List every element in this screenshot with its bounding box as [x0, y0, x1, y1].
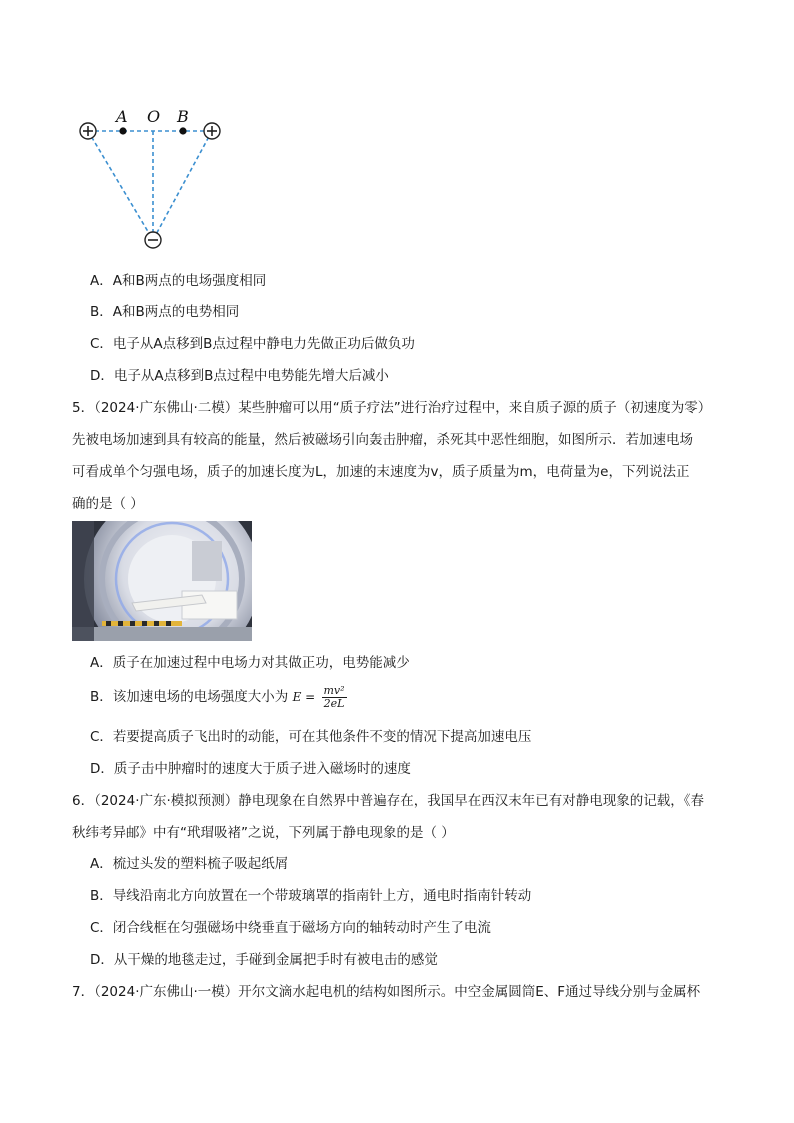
q6-option-c: C．闭合线框在匀强磁场中绕垂直于磁场方向的轴转动时产生了电流	[90, 920, 491, 936]
q5-stem-line-1: 5．（2024·广东佛山·二模）某些肿瘤可以用“质子疗法”进行治疗过程中，来自质子源的质子（初速度为零）	[72, 400, 712, 416]
positive-charge-left	[80, 123, 96, 139]
charge-diagram	[70, 100, 230, 255]
q4-option-d: D．电子从A点移到B点过程中电势能先增大后减小	[90, 368, 389, 384]
proton-therapy-photo	[72, 521, 252, 641]
q5-stem-line-3: 可看成单个匀强电场，质子的加速长度为L，加速的末速度为v，质子质量为m，电荷量为e，下列说法正	[72, 464, 690, 480]
q7-stem-line-1: 7．（2024·广东佛山·一模）开尔文滴水起电机的结构如图所示。中空金属圆筒E、F通过导线分别与金属杯	[72, 984, 701, 1000]
point-b-dot	[179, 127, 186, 134]
q6-option-a: A．梳过头发的塑料梳子吸起纸屑	[90, 856, 289, 872]
q5-option-d: D．质子击中肿瘤时的速度大于质子进入磁场时的速度	[90, 761, 411, 777]
q4-option-a: A．A和B两点的电场强度相同	[90, 273, 267, 289]
q6-option-d: D．从干燥的地毯走过，手碰到金属把手时有被电击的感觉	[90, 952, 438, 968]
q5-option-a: A．质子在加速过程中电场力对其做正功，电势能减少	[90, 655, 410, 671]
positive-charge-right	[204, 123, 220, 139]
left-dashed-line	[88, 131, 153, 240]
label-o: O	[147, 107, 161, 126]
q5-option-b-eq-lhs: E =	[292, 690, 316, 704]
negative-charge	[145, 232, 161, 248]
q5-stem-line-4: 确的是（ ）	[72, 496, 144, 512]
label-a: A	[116, 107, 128, 126]
q5-option-b-fraction	[322, 685, 347, 710]
label-b: B	[177, 107, 189, 126]
q5-stem-line-2: 先被电场加速到具有较高的能量，然后被磁场引向轰击肿瘤，杀死其中恶性细胞，如图所示．若加速电场	[72, 432, 693, 448]
right-dashed-line	[153, 131, 212, 240]
fraction-denominator: 2eL	[323, 696, 345, 710]
q6-option-b: B．导线沿南北方向放置在一个带玻璃罩的指南针上方，通电时指南针转动	[90, 888, 532, 904]
q6-stem-line-1: 6．（2024·广东·模拟预测）静电现象在自然界中普遍存在，我国早在西汉末年已有对静电现象的记载，《春	[72, 793, 705, 809]
q6-stem-line-2: 秋纬考异邮》中有“玳瑁吸褚”之说，下列属于静电现象的是（ ）	[72, 825, 455, 841]
q5-option-b	[90, 683, 347, 711]
q4-option-b: B．A和B两点的电势相同	[90, 304, 240, 320]
point-a-dot	[119, 127, 126, 134]
q5-option-c: C．若要提高质子飞出时的动能，可在其他条件不变的情况下提高加速电压	[90, 729, 532, 745]
q5-option-b-text: B．该加速电场的电场强度大小为	[90, 689, 289, 705]
q4-option-c: C．电子从A点移到B点过程中静电力先做正功后做负功	[90, 336, 415, 352]
fraction-numerator: mv²	[323, 683, 345, 697]
